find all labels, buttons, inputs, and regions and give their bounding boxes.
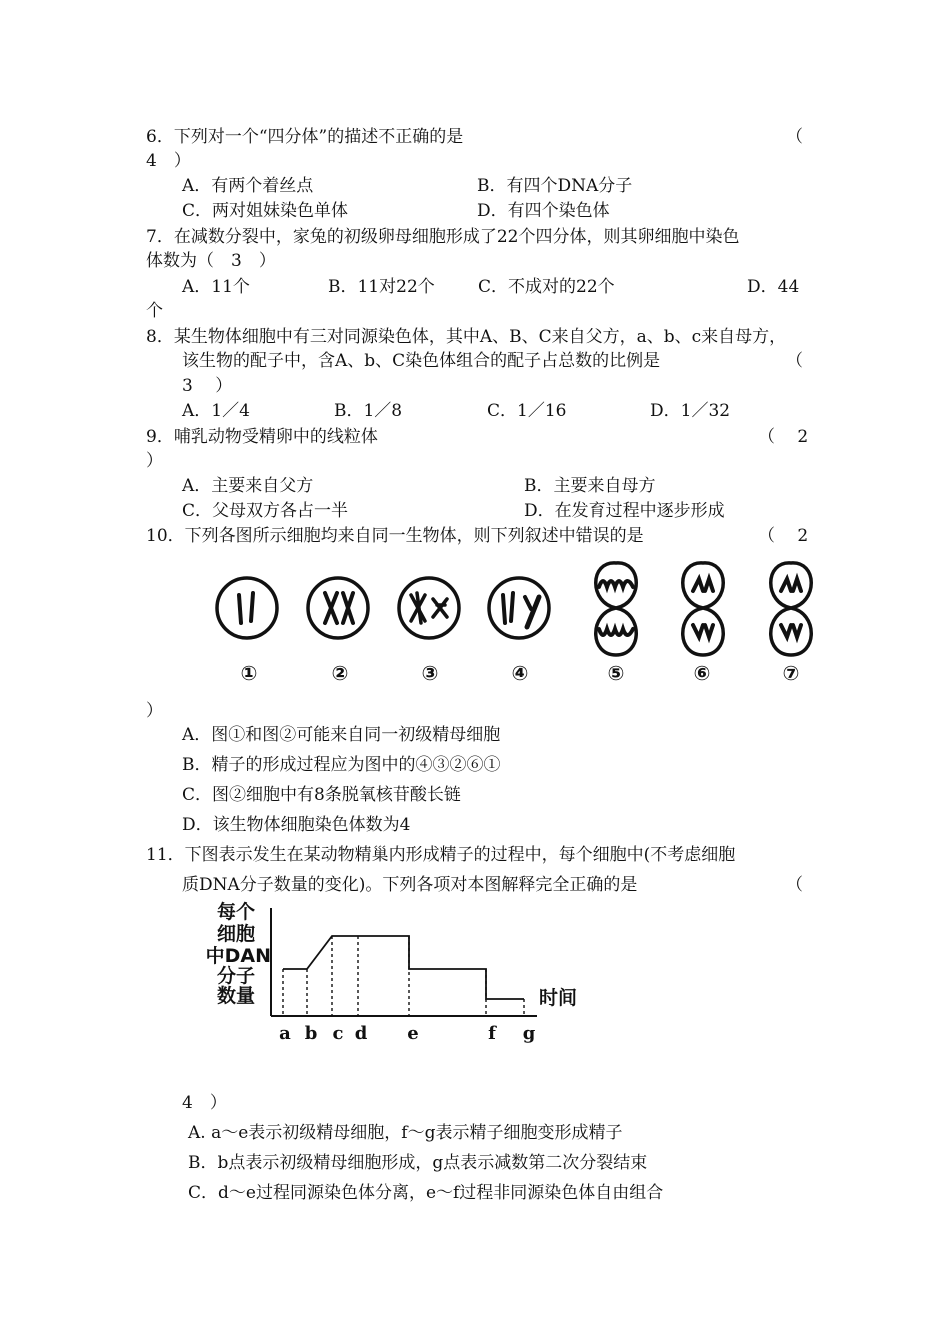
q6-stem: 6．下列对一个“四分体”的描述不正确的是 [146, 127, 464, 147]
cell-6-outline [683, 563, 724, 655]
q11-stem2: 质DNA分子数量的变化)。下列各项对本图解释完全正确的是 [182, 875, 638, 895]
q9-option-c: C．父母双方各占一半 [182, 501, 349, 521]
x-tick-e: e [407, 1023, 419, 1044]
cell-7-outline [771, 563, 812, 655]
figure-label-1: ① [240, 661, 258, 685]
x-tick-b: b [304, 1023, 318, 1044]
x-axis-label: 时间 [539, 987, 578, 1009]
q8-answer: 3 ） [182, 376, 233, 396]
q6-answer: 4 ） [146, 151, 191, 171]
cell-1-outline [217, 578, 277, 638]
figure-label-4: ④ [511, 661, 529, 685]
q11-option-c: C．d～e过程同源染色体分离，e～f过程非同源染色体自由组合 [188, 1183, 664, 1203]
q7-stem2: 体数为（ 3 ） [146, 251, 276, 271]
y-label-line-2: 细胞 [216, 923, 255, 945]
figure-label-6: ⑥ [693, 661, 711, 685]
q9-paren-right: （ 2 [758, 427, 809, 447]
dna-content-chart [195, 900, 605, 1050]
x-tick-d: d [354, 1023, 368, 1044]
q10-option-a: A．图①和图②可能来自同一初级精母细胞 [182, 725, 501, 745]
q8-paren-open: （ [786, 351, 803, 371]
q9-option-a: A．主要来自父方 [182, 476, 314, 496]
q7-option-d: D．44 [747, 277, 800, 297]
q6-option-c: C．两对姐妹染色单体 [182, 201, 349, 221]
q6-option-a: A．有两个着丝点 [182, 176, 314, 196]
y-label-line-1: 每个 [216, 901, 255, 923]
x-tick-c: c [332, 1023, 344, 1044]
q6-option-b: B．有四个DNA分子 [477, 176, 633, 196]
q11-answer: 4 ） [182, 1093, 227, 1113]
q7-stem: 7．在减数分裂中，家兔的初级卵母细胞形成了22个四分体，则其卵细胞中染色 [146, 227, 740, 247]
q10-option-b: B．精子的形成过程应为图中的④③②⑥① [182, 755, 501, 775]
y-label-line-5: 数量 [216, 985, 255, 1007]
cell-4-outline [489, 578, 549, 638]
q11-option-b: B．b点表示初级精母细胞形成，g点表示减数第二次分裂结束 [188, 1153, 648, 1173]
cell-5-outline [596, 563, 637, 655]
q7-option-b: B．11对22个 [328, 277, 435, 297]
y-label-line-4: 分子 [216, 965, 255, 987]
y-label-line-3: 中DAN [205, 945, 271, 967]
q6-paren-open: （ [786, 127, 803, 147]
q9-option-d: D．在发育过程中逐步形成 [524, 501, 725, 521]
q7-option-c: C．不成对的22个 [478, 277, 615, 297]
q9-paren-close: ） [146, 451, 163, 471]
x-tick-g: g [522, 1023, 536, 1044]
q7-option-a: A．11个 [182, 277, 250, 297]
x-tick-f: f [488, 1023, 496, 1044]
figure-label-2: ② [331, 661, 349, 685]
q10-paren-close: ） [146, 701, 163, 721]
figure-label-5: ⑤ [607, 661, 625, 685]
q7-tail: 个 [146, 301, 163, 321]
q11-option-a: A. a～e表示初级精母细胞，f～g表示精子细胞变形成精子 [188, 1123, 623, 1143]
q8-option-d: D．1／32 [650, 401, 731, 421]
q10-stem: 10．下列各图所示细胞均来自同一生物体，则下列叙述中错误的是 [146, 526, 644, 546]
figure-label-7: ⑦ [782, 661, 800, 685]
q8-stem2: 该生物的配子中，含A、b、C染色体组合的配子占总数的比例是 [182, 351, 661, 371]
figure-label-3: ③ [421, 661, 439, 685]
q8-option-c: C．1／16 [487, 401, 567, 421]
cell-division-figure [205, 555, 835, 690]
q9-stem: 9．哺乳动物受精卵中的线粒体 [146, 427, 378, 447]
q11-paren-open: （ [786, 875, 803, 895]
q8-option-b: B．1／8 [334, 401, 403, 421]
q10-option-c: C．图②细胞中有8条脱氧核苷酸长链 [182, 785, 461, 805]
cell-3-outline [399, 578, 459, 638]
q6-option-d: D．有四个染色体 [477, 201, 610, 221]
q8-stem: 8．某生物体细胞中有三对同源染色体，其中A、B、C来自父方，a、b、c来自母方， [146, 327, 787, 347]
dna-step-line [283, 936, 524, 999]
q9-option-b: B．主要来自母方 [524, 476, 656, 496]
q8-option-a: A．1／4 [182, 401, 250, 421]
cell-2-outline [308, 578, 368, 638]
q11-stem: 11．下图表示发生在某动物精巢内形成精子的过程中，每个细胞中(不考虑细胞 [146, 845, 736, 865]
q10-paren-right: （ 2 [758, 526, 809, 546]
x-tick-a: a [279, 1023, 291, 1044]
q10-option-d: D．该生物体细胞染色体数为4 [182, 815, 411, 835]
